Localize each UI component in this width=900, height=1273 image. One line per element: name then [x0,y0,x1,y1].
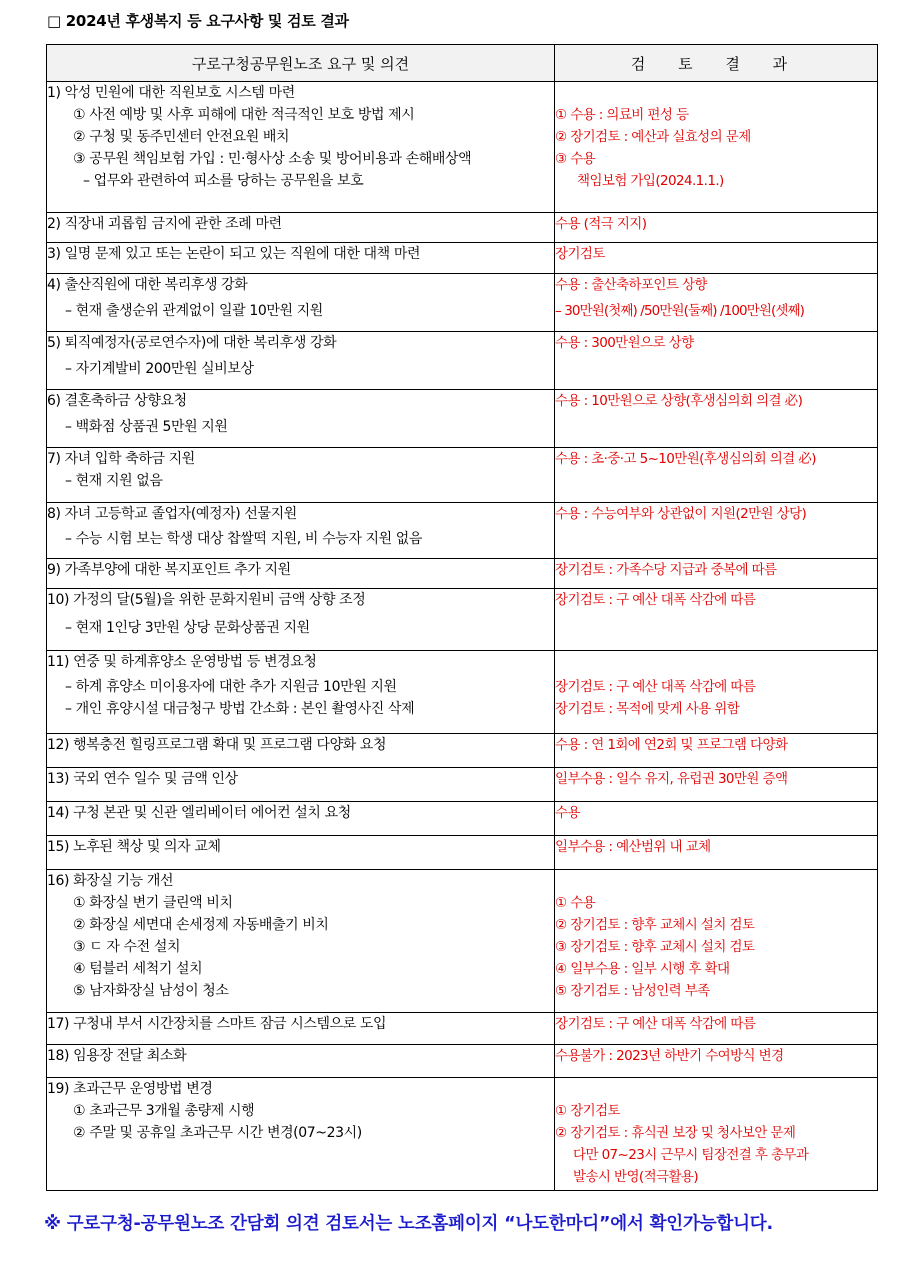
table-row [47,768,878,802]
result-text: – 30만원(첫째) /50만원(둘째) /100만원(셋째) [555,303,805,319]
result-text: ⑤ 장기검토 : 남성인력 부족 [555,983,710,999]
request-item: ③ ㄷ 자 수전 설치 [73,939,181,955]
request-cell [47,1078,555,1191]
request-cell [47,559,555,589]
request-cell [47,651,555,734]
result-cell [555,213,878,243]
request-title: 6) 결혼축하금 상향요청 [47,393,187,409]
request-title: 17) 구청내 부서 시간장치를 스마트 잠금 시스템으로 도입 [47,1016,387,1032]
result-text: ③ 수용 [555,151,596,167]
result-text: ② 장기검토 : 향후 교체시 설치 검토 [555,917,755,933]
table-row [47,448,878,503]
request-title: 18) 임용장 전달 최소화 [47,1048,187,1064]
request-title: 8) 자녀 고등학교 졸업자(예정자) 선물지원 [47,506,297,522]
request-title: 10) 가정의 달(5월)을 위한 문화지원비 금액 상향 조정 [47,592,366,608]
result-cell [555,1013,878,1045]
result-cell [555,559,878,589]
request-title: 14) 구청 본관 및 신관 엘리베이터 에어컨 설치 요청 [47,805,351,821]
result-text: 수용 (적극 지지) [555,216,647,232]
request-cell [47,870,555,1013]
request-title: 3) 일명 문제 있고 또는 논란이 되고 있는 직원에 대한 대책 마련 [47,246,421,262]
request-title: 7) 자녀 입학 축하금 지원 [47,451,195,467]
request-item: – 수능 시험 보는 학생 대상 찹쌀떡 지원, 비 수능자 지원 없음 [65,531,423,547]
result-text: 장기검토 : 구 예산 대폭 삭감에 따름 [555,1016,756,1032]
table-row [47,243,878,274]
result-text: ① 장기검토 [555,1103,620,1119]
result-text: 장기검토 : 목적에 맞게 사용 위함 [555,701,740,717]
request-item: – 업무와 관련하여 피소를 당하는 공무원을 보호 [83,173,364,189]
table-row [47,559,878,589]
request-cell [47,503,555,559]
result-text: 수용 : 연 1회에 연2회 및 프로그램 다양화 [555,737,788,753]
result-cell [555,390,878,448]
table-row [47,802,878,836]
request-item: – 백화점 상품권 5만원 지원 [65,419,228,435]
request-item: ① 초과근무 3개월 총량제 시행 [73,1103,255,1119]
request-item: – 현재 지원 없음 [65,473,163,489]
result-text: 일부수용 : 예산범위 내 교체 [555,839,711,855]
table-row [47,734,878,768]
request-cell [47,213,555,243]
result-text: 수용불가 : 2023년 하반기 수여방식 변경 [555,1048,784,1064]
result-text: ② 장기검토 : 예산과 실효성의 문제 [555,129,751,145]
result-text: ④ 일부수용 : 일부 시행 후 확대 [555,961,730,977]
result-cell [555,1045,878,1078]
table-row [47,1045,878,1078]
table-header-row [47,45,878,82]
result-text: ③ 장기검토 : 향후 교체시 설치 검토 [555,939,755,955]
result-text: 장기검토 : 가족수당 지급과 중복에 따름 [555,562,777,578]
request-cell [47,836,555,870]
result-cell [555,870,878,1013]
result-cell [555,768,878,802]
result-cell [555,448,878,503]
table-row [47,82,878,213]
table-row [47,1078,878,1191]
request-title: 5) 퇴직예정자(공로연수자)에 대한 복리후생 강화 [47,335,337,351]
request-item: ① 사전 예방 및 사후 피해에 대한 적극적인 보호 방법 제시 [73,107,415,123]
result-text: 발송시 반영(적극활용) [573,1169,698,1185]
result-cell [555,332,878,390]
result-text: 수용 : 출산축하포인트 상향 [555,277,707,293]
request-title: 11) 연중 및 하계휴양소 운영방법 등 변경요청 [47,654,317,670]
request-title: 16) 화장실 기능 개선 [47,873,174,889]
request-title: 15) 노후된 책상 및 의자 교체 [47,839,221,855]
table-row [47,836,878,870]
request-cell [47,1013,555,1045]
result-text: 책임보험 가입(2024.1.1.) [577,173,724,189]
result-text: 일부수용 : 일수 유지, 유럽권 30만원 증액 [555,771,788,787]
result-text: 수용 [555,805,580,821]
result-text: 수용 : 10만원으로 상향(후생심의회 의결 必) [555,393,803,409]
request-title: 2) 직장내 괴롭힘 금지에 관한 조례 마련 [47,216,282,232]
request-item: ① 화장실 변기 클린액 비치 [73,895,233,911]
request-cell [47,82,555,213]
request-title: 13) 국외 연수 일수 및 금액 인상 [47,771,238,787]
request-cell [47,1045,555,1078]
result-cell [555,734,878,768]
request-cell [47,332,555,390]
request-item: – 개인 휴양시설 대금청구 방법 간소화 : 본인 촬영사진 삭제 [65,701,415,717]
result-cell [555,243,878,274]
request-item: – 자기계발비 200만원 실비보상 [65,361,254,377]
result-text: 장기검토 [555,246,605,262]
table-row [47,213,878,243]
table-row [47,651,878,734]
request-item: ⑤ 남자화장실 남성이 청소 [73,983,229,999]
result-text: 수용 : 초·중·고 5~10만원(후생심의회 의결 必) [555,451,816,467]
table-row [47,274,878,332]
header-requests: 구로구청공무원노조 요구 및 의견 [47,45,555,82]
request-cell [47,243,555,274]
request-title: 1) 악성 민원에 대한 직원보호 시스템 마련 [47,85,295,101]
result-text: 장기검토 : 구 예산 대폭 삭감에 따름 [555,679,756,695]
result-cell [555,836,878,870]
page-title: □ 2024년 후생복지 등 요구사항 및 검토 결과 [47,12,349,30]
table-row [47,589,878,651]
result-cell [555,1078,878,1191]
request-item: ② 주말 및 공휴일 초과근무 시간 변경(07~23시) [73,1125,362,1141]
request-cell [47,768,555,802]
result-text: 수용 : 수능여부와 상관없이 지원(2만원 상당) [555,506,807,522]
request-item: ② 화장실 세면대 손세정제 자동배출기 비치 [73,917,329,933]
request-title: 4) 출산직원에 대한 복리후생 강화 [47,277,248,293]
result-text: ① 수용 : 의료비 편성 등 [555,107,689,123]
request-title: 19) 초과근무 운영방법 변경 [47,1081,213,1097]
request-title: 12) 행복충전 힐링프로그램 확대 및 프로그램 다양화 요청 [47,737,387,753]
request-item: – 현재 1인당 3만원 상당 문화상품권 지원 [65,620,310,636]
result-cell [555,82,878,213]
request-cell [47,390,555,448]
table-row [47,332,878,390]
result-cell [555,802,878,836]
result-cell [555,503,878,559]
review-table [46,44,878,1191]
result-text: 다만 07~23시 근무시 팀장전결 후 총무과 [573,1147,809,1163]
request-cell [47,734,555,768]
request-cell [47,448,555,503]
request-title: 9) 가족부양에 대한 복지포인트 추가 지원 [47,562,291,578]
result-cell [555,274,878,332]
request-cell [47,589,555,651]
table-row [47,503,878,559]
request-item: – 현재 출생순위 관계없이 일괄 10만원 지원 [65,303,323,319]
request-item: ② 구청 및 동주민센터 안전요원 배치 [73,129,290,145]
request-cell [47,802,555,836]
table-row [47,1013,878,1045]
result-text: 장기검토 : 구 예산 대폭 삭감에 따름 [555,592,756,608]
table-row [47,870,878,1013]
result-text: 수용 : 300만원으로 상향 [555,335,694,351]
header-results: 검 토 결 과 [555,45,878,82]
result-cell [555,589,878,651]
table-row [47,390,878,448]
result-text: ② 장기검토 : 휴식권 보장 및 청사보안 문제 [555,1125,796,1141]
request-item: – 하계 휴양소 미이용자에 대한 추가 지원금 10만원 지원 [65,679,397,695]
result-cell [555,651,878,734]
footer-notice: ※ 구로구청-공무원노조 간담회 의견 검토서는 노조홈페이지 “나도한마디”에서 확인가능합니다. [44,1214,773,1234]
request-item: ④ 텀블러 세척기 설치 [73,961,203,977]
result-text: ① 수용 [555,895,596,911]
request-item: ③ 공무원 책임보험 가입 : 민·형사상 소송 및 방어비용과 손해배상액 [73,151,472,167]
request-cell [47,274,555,332]
